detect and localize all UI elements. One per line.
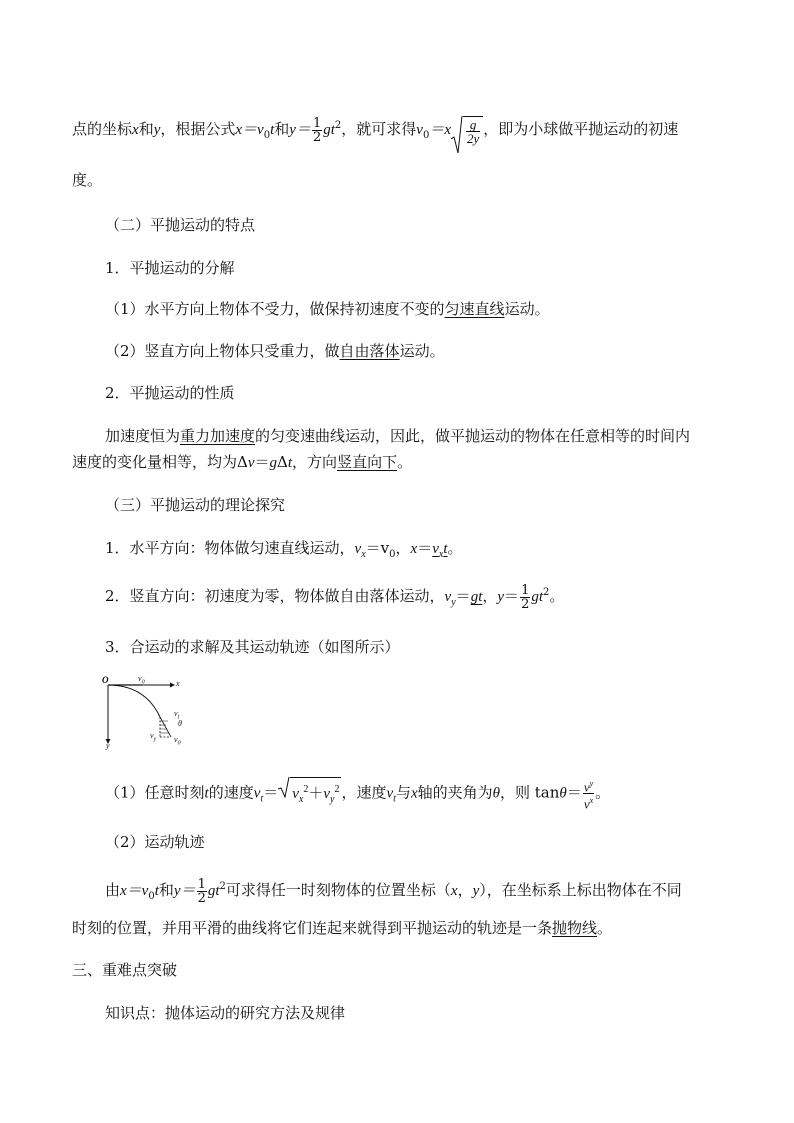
subscript: 0 xyxy=(263,130,271,141)
subscript: x xyxy=(298,794,304,805)
underlined-answer xyxy=(278,784,341,805)
item-vertical-motion xyxy=(105,582,564,614)
heading-nature: 2．平抛运动的性质 xyxy=(105,384,235,402)
var-x: x xyxy=(450,883,458,899)
var-v: v xyxy=(432,541,439,557)
text: ， xyxy=(395,539,411,557)
text: ， xyxy=(457,881,473,899)
subscript: x xyxy=(361,549,366,560)
var-v: v xyxy=(323,786,331,802)
var-v: v xyxy=(253,785,261,802)
var-v: v xyxy=(583,796,590,812)
underlined-answer: 竖直向下 xyxy=(337,453,398,471)
subscript: 0 xyxy=(389,549,396,560)
para-initial-velocity-line2: 度。 xyxy=(72,171,103,189)
var-v: v xyxy=(416,122,423,138)
formula-x: x＝v xyxy=(235,122,264,138)
var-y: y xyxy=(497,589,505,605)
numerator: 1 xyxy=(312,115,322,131)
denominator: 2 xyxy=(312,129,322,145)
item-combined-motion: 3．合运动的求解及其运动轨迹（如图所示） xyxy=(105,638,400,656)
text: （1）水平方向上物体不受力，做保持初速度不变的 xyxy=(105,300,445,318)
knowledge-point: 知识点：抛体运动的研究方法及规律 xyxy=(105,1004,346,1022)
text: 由 xyxy=(105,881,121,899)
radical-sign-icon xyxy=(451,115,463,155)
text: 的匀变速曲线运动，因此，做平抛运动的物体在任意相等的时间内 xyxy=(255,427,691,445)
var-v: v xyxy=(174,735,178,744)
var-theta: θ xyxy=(492,785,501,802)
var-g: g xyxy=(269,455,278,471)
subscript: 0 xyxy=(148,891,155,902)
var-x: x xyxy=(410,785,418,802)
heading-characteristics: （二）平抛运动的特点 xyxy=(105,216,256,234)
var-v: v xyxy=(583,779,590,794)
var-v: v xyxy=(174,709,178,718)
vy-label xyxy=(150,731,156,743)
text: 点的坐标 xyxy=(72,120,133,138)
subscript: 0 xyxy=(422,130,430,141)
underlined-answer: 抛物线 xyxy=(552,919,598,937)
item-resultant-velocity xyxy=(105,776,610,811)
var-v: v xyxy=(292,786,299,802)
underlined-answer xyxy=(432,541,448,560)
sqrt-expression xyxy=(451,115,483,145)
text: 与 xyxy=(395,783,411,802)
x-label: x xyxy=(176,679,180,688)
item-vertical xyxy=(105,340,445,362)
numerator xyxy=(583,777,594,794)
origin-label: O xyxy=(102,675,109,685)
radical-sign-icon xyxy=(278,776,290,798)
text: ＝ xyxy=(566,783,582,802)
superscript: 2 xyxy=(334,784,340,795)
superscript: 2 xyxy=(334,120,342,131)
para-trajectory-line2 xyxy=(72,917,612,939)
text: 和 xyxy=(138,120,154,138)
v0b-label xyxy=(174,735,181,747)
underlined-answer: 自由落体 xyxy=(339,342,400,360)
subscript: 0 xyxy=(141,679,145,686)
trajectory-curve xyxy=(108,685,160,717)
var-v: v xyxy=(444,589,452,605)
text: 。 xyxy=(549,587,565,605)
text: ＝v xyxy=(365,539,390,557)
vt-vector xyxy=(160,717,171,737)
trajectory-figure xyxy=(100,673,200,759)
superscript: 2 xyxy=(219,881,226,892)
text: 运动。 xyxy=(399,342,445,360)
text: 轴的夹角为 xyxy=(417,783,493,802)
text: ，方向 xyxy=(292,453,338,471)
text: ，即为小球做平抛运动的初速 xyxy=(483,120,679,138)
trajectory-diagram xyxy=(100,673,200,755)
text: ，根据公式 xyxy=(160,120,236,138)
underlined-answer: 匀速直线 xyxy=(444,300,505,318)
var-theta: θ xyxy=(559,785,567,802)
text: （2）竖直方向上物体只受重力，做 xyxy=(105,342,340,360)
subscript: t xyxy=(260,793,264,805)
var-y: y xyxy=(472,883,480,899)
fraction-vy-vx xyxy=(583,777,594,811)
formula-x: x＝v xyxy=(120,883,149,899)
var-t: t xyxy=(154,883,159,899)
text: ，则 tan xyxy=(500,783,560,802)
denominator: 2 xyxy=(521,596,530,612)
numerator: 1 xyxy=(197,876,206,892)
text: 时刻的位置，并用平滑的曲线将它们连起来就得到平抛运动的轨迹是一条 xyxy=(72,919,553,937)
text: ＝ xyxy=(417,539,433,557)
text: ＝ xyxy=(455,587,471,605)
text: ＝ xyxy=(263,783,279,802)
text: ＝ xyxy=(254,453,270,471)
text: 加速度恒为 xyxy=(105,427,181,445)
fraction-g-2y xyxy=(466,118,480,145)
var-gt: gt xyxy=(323,122,335,138)
text: 。 xyxy=(597,919,613,937)
v0-label xyxy=(138,674,145,686)
var-v: v xyxy=(247,455,255,471)
subscript: t xyxy=(177,714,180,721)
fraction-half xyxy=(312,117,322,144)
item-horizontal-motion xyxy=(105,537,463,566)
var-t: t xyxy=(204,785,209,802)
heading-decomposition: 1．平抛运动的分解 xyxy=(105,259,235,277)
section-heading: 三、重难点突破 xyxy=(72,961,178,979)
formula-y: y＝ xyxy=(173,883,196,899)
superscript: x xyxy=(589,796,594,805)
text: 的速度 xyxy=(208,783,254,802)
text: ，就可求得 xyxy=(341,120,417,138)
var-t: t xyxy=(287,455,293,471)
var-x: x xyxy=(410,541,418,557)
underlined-answer: 重力加速度 xyxy=(180,427,256,445)
subscript: y xyxy=(330,794,335,805)
para-nature-line2 xyxy=(72,451,412,474)
superscript: y xyxy=(589,778,594,788)
item-horizontal xyxy=(105,298,550,320)
text: （1）任意时刻 xyxy=(105,783,205,802)
formula-y: y＝ xyxy=(289,122,311,138)
para-trajectory-line1 xyxy=(105,876,682,908)
var-x: x xyxy=(132,122,139,138)
subscript: x xyxy=(438,549,444,560)
denominator: 2y xyxy=(467,131,480,146)
sqrt-expression xyxy=(278,776,341,811)
fraction-half xyxy=(520,584,530,611)
text: ），在坐标系上标出物体在不同 xyxy=(479,881,682,899)
text: 可求得任一时刻物体的位置坐标（ xyxy=(225,881,451,899)
text: 和 xyxy=(158,881,174,899)
heading-trajectory: （2）运动轨迹 xyxy=(105,833,205,851)
text: ，速度 xyxy=(341,783,387,802)
subscript: y xyxy=(153,736,157,743)
y-label: y xyxy=(106,741,110,750)
theta-label: θ xyxy=(178,719,182,728)
text: ＋ xyxy=(308,786,324,802)
para-initial-velocity-line1 xyxy=(72,115,678,147)
para-nature-line1 xyxy=(105,425,690,447)
superscript: 2 xyxy=(543,587,550,598)
formula-v0: ＝x xyxy=(429,122,452,138)
var-v: v xyxy=(354,541,362,557)
var-v: v xyxy=(150,731,154,740)
subscript: 0 xyxy=(177,740,181,747)
text: 2．竖直方向：初速度为零，物体做自由落体运动， xyxy=(105,587,445,605)
var-gt: gt xyxy=(531,589,544,605)
denominator xyxy=(583,794,594,810)
var-v: v xyxy=(386,785,394,802)
var-t: t xyxy=(443,541,448,557)
numerator: g xyxy=(466,118,480,132)
subscript: t xyxy=(393,793,396,805)
text: 。 xyxy=(447,539,463,557)
numerator: 1 xyxy=(521,582,530,598)
text: ＝ xyxy=(504,587,520,605)
var-y: y xyxy=(153,122,161,138)
text: 。 xyxy=(595,783,611,802)
text: 1．水平方向：物体做匀速直线运动， xyxy=(105,539,355,557)
var-v: v xyxy=(138,674,142,683)
denominator: 2 xyxy=(197,890,206,906)
var-t: t xyxy=(270,122,275,138)
heading-theory: （三）平抛运动的理论探究 xyxy=(105,496,286,514)
text: 速度的变化量相等，均为Δ xyxy=(72,453,248,471)
text: ， xyxy=(482,587,498,605)
text: Δ xyxy=(277,453,288,471)
text: 运动。 xyxy=(504,300,550,318)
superscript: 2 xyxy=(303,784,309,795)
fraction-half xyxy=(197,878,207,905)
underlined-answer: gt xyxy=(470,589,483,605)
subscript: y xyxy=(451,597,456,608)
var-gt: gt xyxy=(207,883,220,899)
text: 和 xyxy=(274,120,290,138)
text: 。 xyxy=(397,453,413,471)
